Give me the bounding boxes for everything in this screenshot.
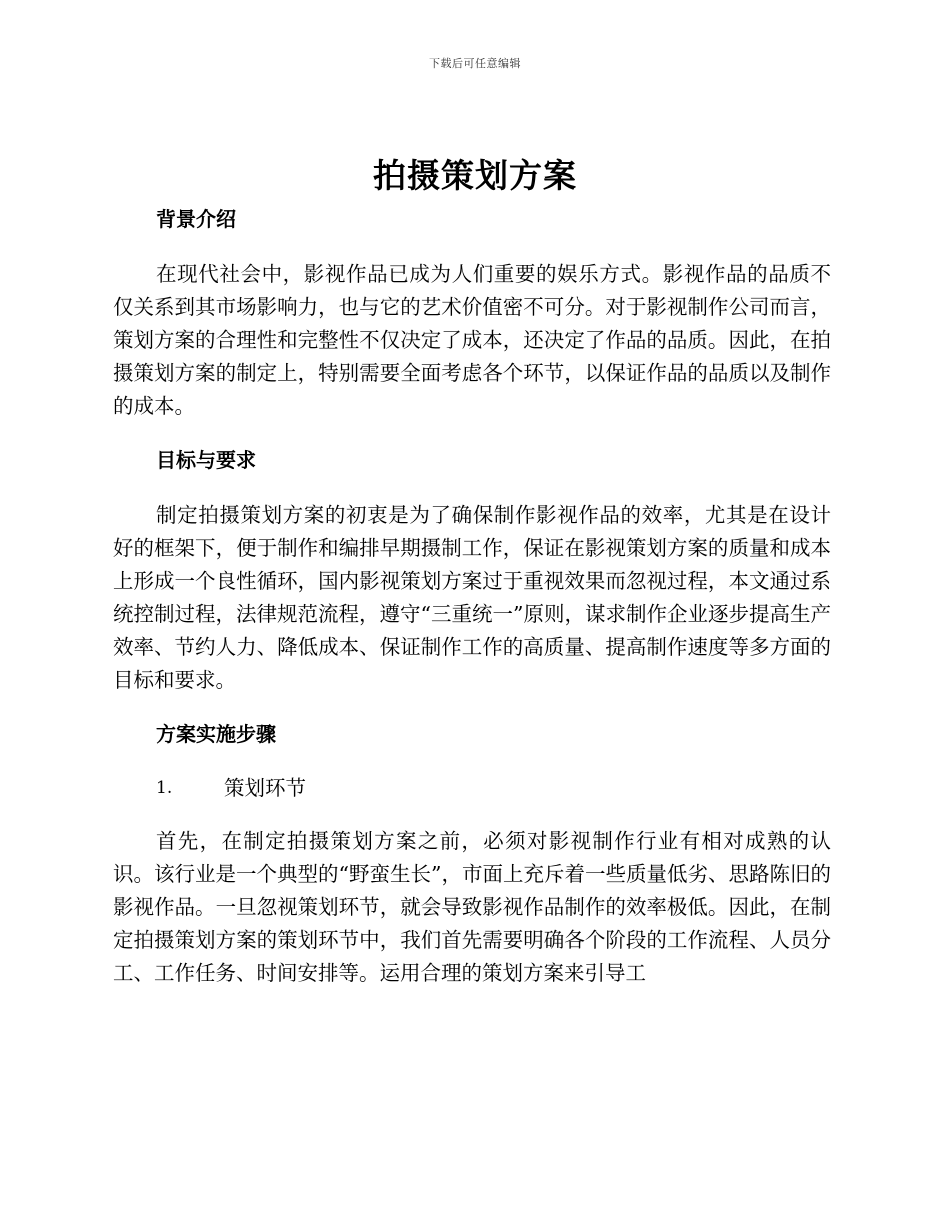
paragraph-background: 在现代社会中，影视作品已成为人们重要的娱乐方式。影视作品的品质不仅关系到其市场影响力，也与它的艺术价值密不可分。对于影视制作公司而言，策划方案的合理性和完整性不仅决定了成本，还决定了作品的品质。因此，在拍摄策划方案的制定上，特别需要全面考虑各个环节，以保证作品的品质以及制作的成本。 [113,262,831,418]
list-item-number: 1. [156,778,173,798]
document-body [113,204,831,990]
section-heading-implementation: 方案实施步骤 [156,722,276,746]
paragraph-goals: 制定拍摄策划方案的初衷是为了确保制作影视作品的效率，尤其是在设计好的框架下，便于制作和编排早期摄制工作，保证在影视策划方案的质量和成本上形成一个良性循环，国内影视策划方案过于重视效果而忽视过程，本文通过系统控制过程，法律规范流程，遵守“三重统一”原则，谋求制作企业逐步提高生产效率、节约人力、降低成本、保证制作工作的高质量、提高制作速度等多方面的目标和要求。 [113,503,831,692]
section-heading-goals: 目标与要求 [156,448,256,472]
section-heading-background: 背景介绍 [156,207,236,231]
document-title: 拍摄策划方案 [373,156,577,195]
paragraph-planning: 首先，在制定拍摄策划方案之前，必须对影视制作行业有相对成熟的认识。该行业是一个典型的“野蛮生长”，市面上充斥着一些质量低劣、思路陈旧的影视作品。一旦忽视策划环节，就会导致影视作品制作的效率极低。因此，在制定拍摄策划方案的策划环节中，我们首先需要明确各个阶段的工作流程、人员分工、工作任务、时间安排等。运用合理的策划方案来引导工 [113,829,831,985]
header-note: 下载后可任意编辑 [429,57,521,70]
list-item-planning [113,773,831,803]
list-item-label: 策划环节 [224,776,306,800]
